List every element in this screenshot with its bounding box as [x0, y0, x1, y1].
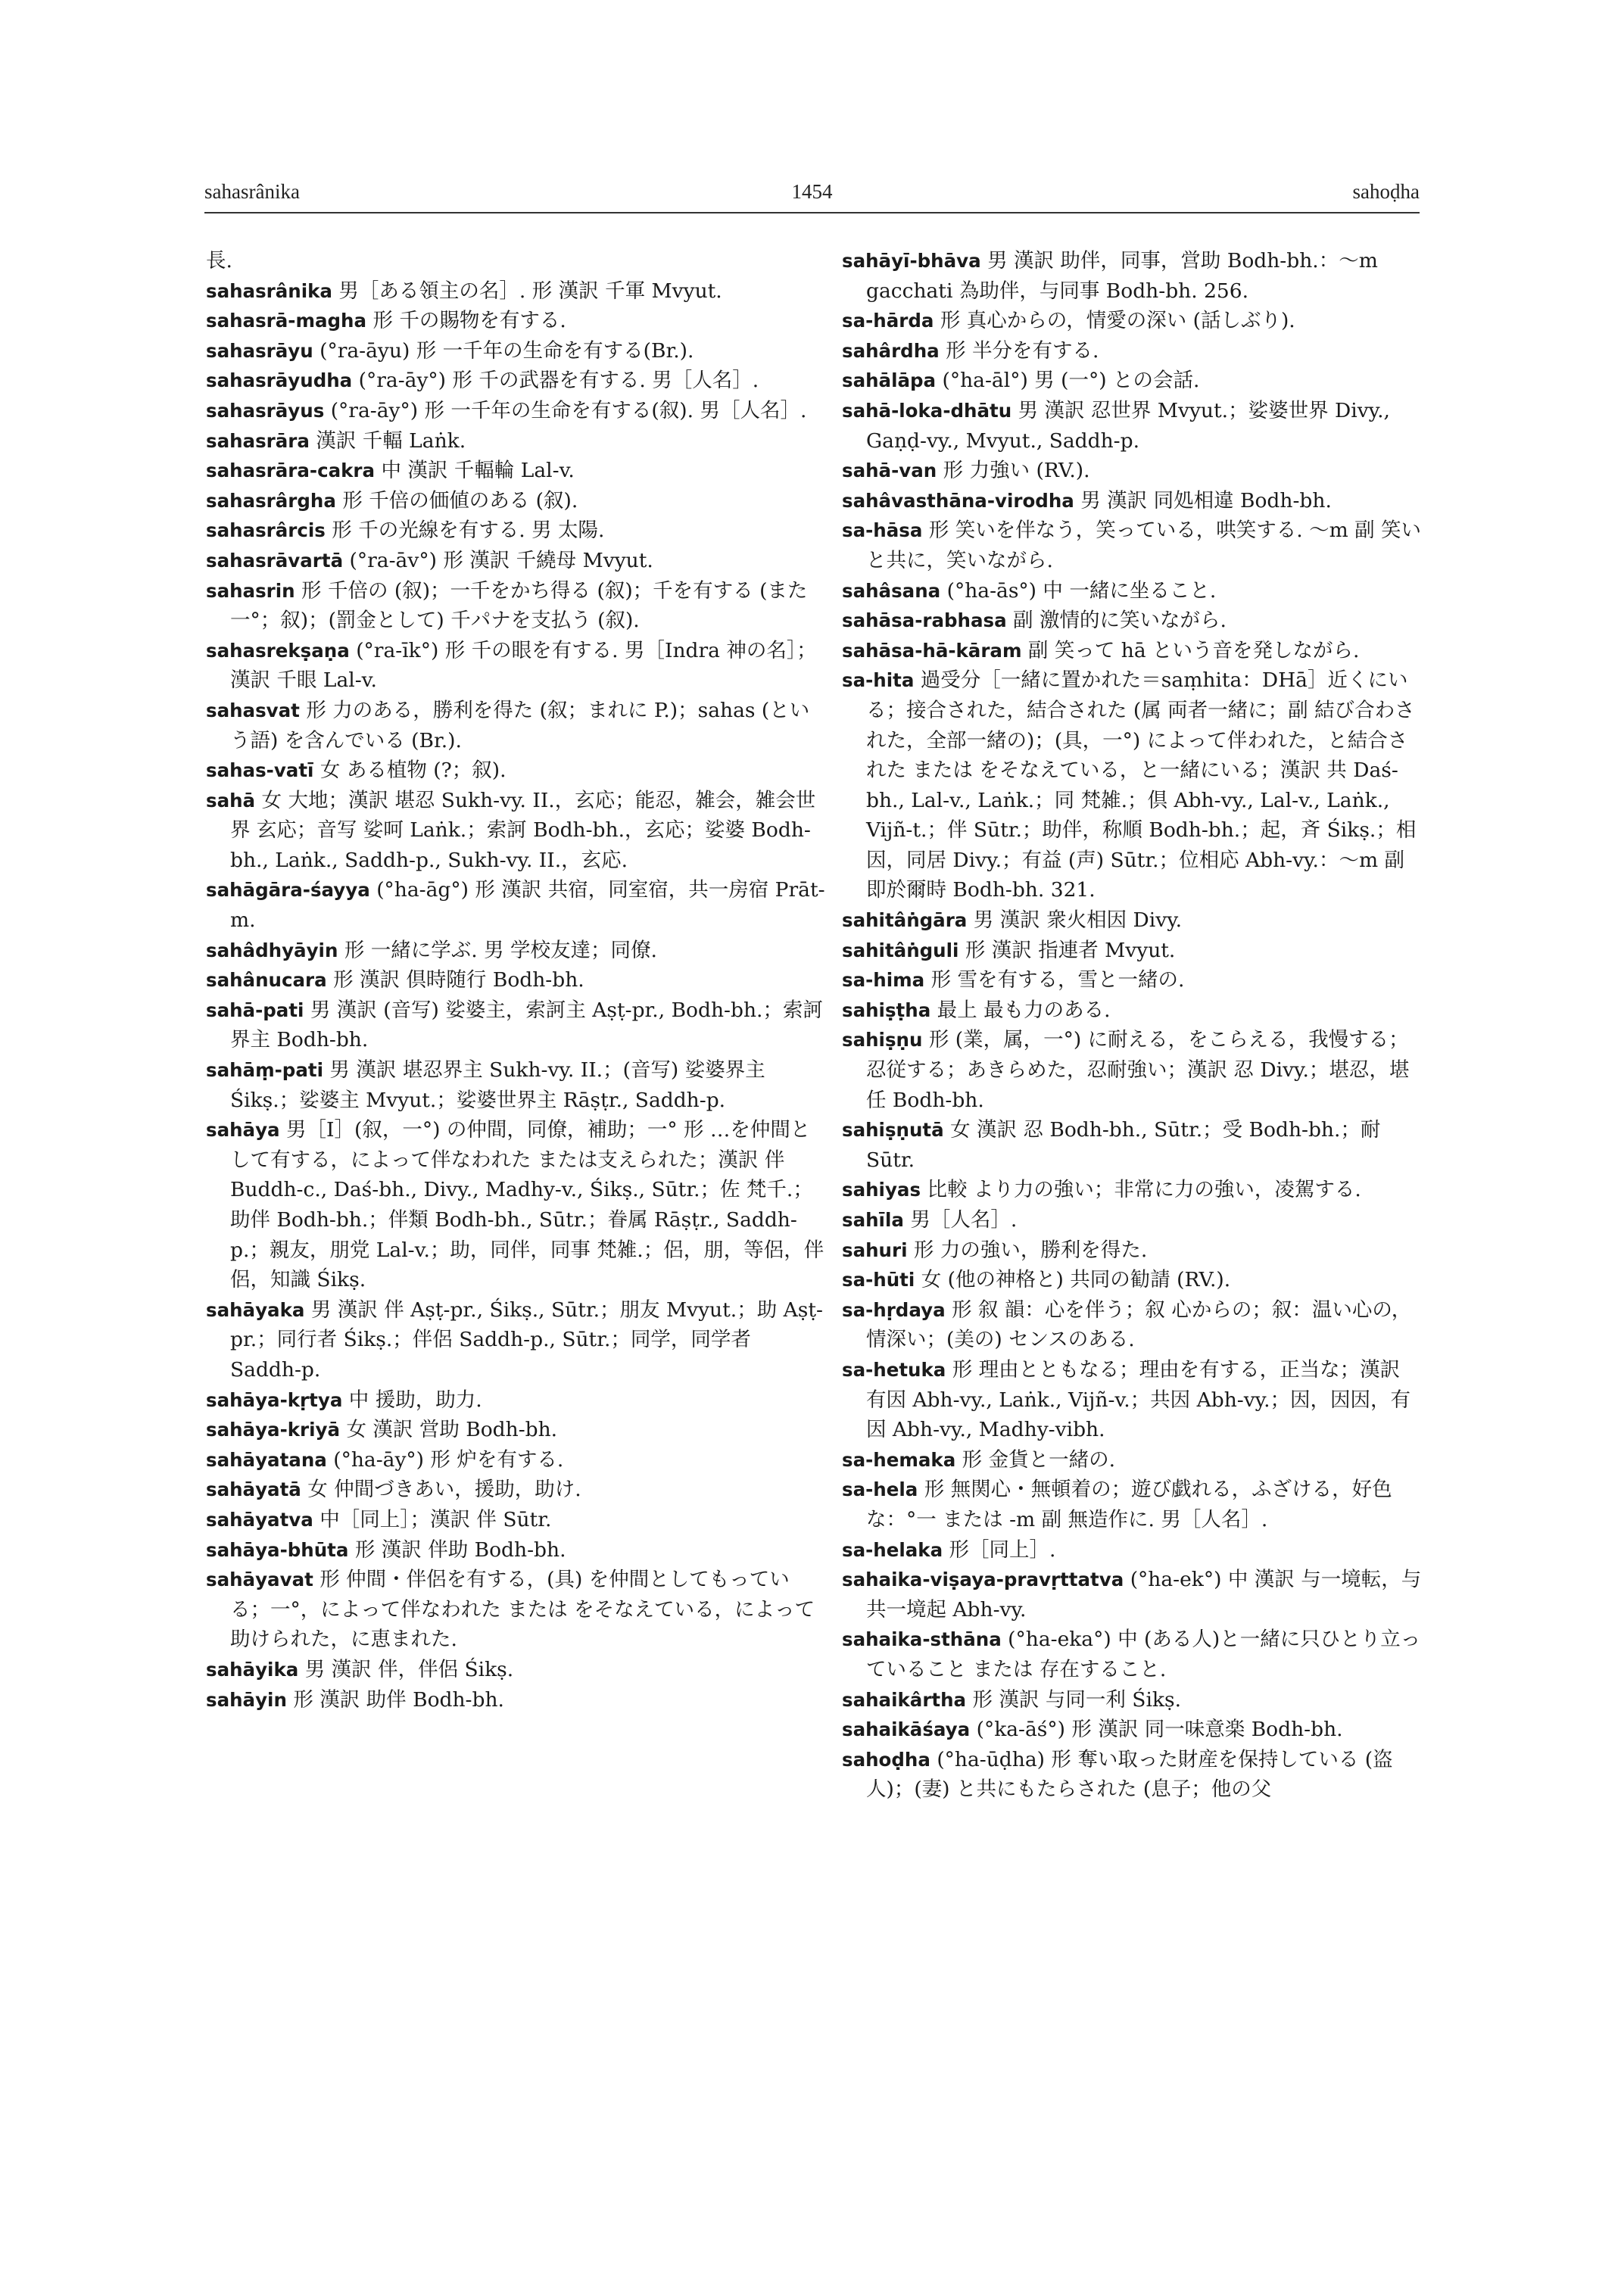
entry-headword: sa-hita [842, 669, 915, 692]
entry-definition: 形 漢訳 与同一利 Śikṣ. [966, 1687, 1181, 1712]
entry-definition: 形 仲間・伴侶を有する，(具) を仲間としてもっている；一°，によって伴なわれた または をそなえている，によって助けられた，に恵まれた. [230, 1568, 815, 1652]
dictionary-entry [206, 516, 827, 546]
dictionary-entry [206, 936, 827, 966]
header-last-headword: sahoḍha [1352, 180, 1420, 203]
entry-definition: 形 千の賜物を有する. [366, 309, 566, 333]
entry-definition: (°ha-āg°) 形 漢訳 共宿，同室宿，共一房宿 Prāt-m. [230, 878, 825, 933]
entry-definition: (°ra-āyu) 形 一千年の生命を有する(Br.). [313, 338, 694, 363]
dictionary-entry [206, 576, 827, 636]
entry-definition: (°ha-eka°) 中 (ある人)と一緒に只ひとり立っていること または 存在すること. [866, 1628, 1421, 1681]
entry-headword: sahaika-sthāna [842, 1628, 1002, 1651]
dictionary-entry [206, 1535, 827, 1566]
entry-headword: sahasrā-magha [206, 310, 367, 332]
entry-headword: sahāsa-hā-kāram [842, 639, 1022, 662]
entry-definition: 形 (業，属，一°) に耐える，をこらえる，我慢する；忍従する；あきらめた，忍耐強い；漢訳 忍 Divy.；堪忍，堪任 Bodh-bh. [866, 1028, 1410, 1112]
right-column [842, 246, 1425, 2184]
entry-headword: sahāyavat [206, 1569, 313, 1591]
entry-definition: (°ka-āś°) 形 漢訳 同一味意楽 Bodh-bh. [970, 1718, 1343, 1742]
dictionary-entry [842, 1685, 1425, 1715]
entry-definition: 形 力のある，勝利を得た (叙；まれに P.)；sahas (という語) を含んでいる (Br.). [230, 698, 810, 752]
dictionary-entry [842, 606, 1425, 636]
entry-headword: sahasrânika [206, 279, 332, 302]
dictionary-entry [206, 1445, 827, 1475]
entry-definition: 長. [206, 249, 232, 273]
entry-definition: 女 漢訳 営助 Bodh-bh. [340, 1418, 558, 1442]
entry-headword: sa-hārda [842, 310, 934, 332]
entry-definition: 副 激情的に笑いながら. [1006, 609, 1227, 633]
dictionary-entry [842, 1475, 1425, 1534]
page-number: 1454 [791, 180, 833, 203]
entry-headword: sa-hāsa [842, 519, 923, 542]
dictionary-entry [206, 306, 827, 336]
dictionary-entry [206, 1505, 827, 1535]
entry-definition: 形 漢訳 伴助 Bodh-bh. [348, 1537, 566, 1562]
entry-headword: sa-hemaka [842, 1448, 956, 1471]
entry-headword: sahā-van [842, 460, 937, 482]
entry-definition: 形［同上］. [943, 1537, 1056, 1562]
dictionary-entry [842, 306, 1425, 336]
entry-headword: sa-hetuka [842, 1358, 946, 1381]
entry-definition: 男 漢訳 同処相違 Bodh-bh. [1074, 488, 1332, 512]
dictionary-entry [842, 1625, 1425, 1684]
entry-definition: 男［ある領主の名］. 形 漢訳 千軍 Mvyut. [332, 279, 722, 303]
entry-headword: sahiṣṇutā [842, 1119, 944, 1142]
entry-headword: sahā-loka-dhātu [842, 399, 1012, 422]
dictionary-entry [842, 1715, 1425, 1745]
entry-definition: 形 千倍の (叙)；一千をかち得る (叙)；千を有する (また 一°；叙)；(罰金として) 千パナを支払う (叙). [230, 578, 808, 633]
entry-definition: 形 笑いを伴なう，笑っている，哄笑する. ～m 副 笑いと共に，笑いながら. [866, 519, 1422, 572]
entry-definition: 形 力強い (RV.). [937, 459, 1090, 483]
entry-definition: 形 雪を有する，雪と一緒の. [924, 968, 1185, 992]
entry-headword: sahasrârcis [206, 519, 326, 542]
entry-headword: sahā [206, 789, 256, 812]
entry-definition: 形 漢訳 倶時随行 Bodh-bh. [326, 968, 584, 992]
entry-definition: 中 援助，助力. [342, 1388, 482, 1412]
entry-definition: 男 漢訳 助伴，同事，営助 Bodh-bh.：～m gacchati 為助伴，与同事 Bodh-bh. 256. [866, 249, 1378, 303]
dictionary-entry [842, 1265, 1425, 1295]
dictionary-entry [206, 786, 827, 876]
left-column [206, 246, 827, 2184]
dictionary-entry [842, 995, 1425, 1026]
entry-headword: sahânucara [206, 969, 327, 992]
dictionary-entry [206, 1475, 827, 1505]
dictionary-entry [206, 1415, 827, 1445]
entry-definition: 形 半分を有する. [939, 338, 1099, 363]
dictionary-entry [206, 336, 827, 366]
entry-definition: 漢訳 千輻 Laṅk. [309, 428, 466, 453]
entry-definition: 形 千の光線を有する. 男 太陽. [325, 519, 605, 543]
entry-headword: sahiṣṇu [842, 1029, 923, 1051]
dictionary-entry [206, 965, 827, 995]
entry-definition: (°ra-īk°) 形 千の眼を有する. 男［Indra 神の名］；漢訳 千眼 Lal-v. [230, 638, 817, 693]
entry-headword: sahāgāra-śayya [206, 879, 370, 902]
entry-headword: sahasrāyu [206, 339, 313, 362]
entry-headword: sahasrârgha [206, 489, 336, 512]
entry-headword: sahitâṅguli [842, 939, 959, 961]
entry-headword: sahasrāra [206, 429, 310, 452]
entry-headword: sahāya-kṛtya [206, 1388, 343, 1411]
entry-definition: 男［人名］. [903, 1208, 1018, 1232]
dictionary-entry [206, 486, 827, 516]
entry-headword: sahaikāśaya [842, 1718, 971, 1741]
dictionary-entry [842, 516, 1425, 575]
entry-definition: 形 叙 韻：心を伴う；叙 心からの；叙：温い心の，情深い；(美の) センスのある. [866, 1298, 1412, 1352]
dictionary-entry [842, 396, 1425, 456]
dictionary-entry [206, 426, 827, 456]
dictionary-entry [842, 665, 1425, 905]
entry-definition: 比較 より力の強い；非常に力の強い，凌駕する. [921, 1178, 1361, 1202]
dictionary-entry [842, 965, 1425, 995]
entry-headword: sahoḍha [842, 1748, 930, 1771]
entry-headword: sahiṣṭha [842, 999, 931, 1021]
entry-definition: 形 漢訳 指連者 Mvyut. [959, 938, 1176, 962]
dictionary-entry [206, 456, 827, 486]
entry-headword: sahā-pati [206, 999, 304, 1021]
dictionary-entry [842, 486, 1425, 516]
entry-definition: 形 金貨と一緒の. [955, 1447, 1116, 1472]
dictionary-entry [842, 366, 1425, 396]
dictionary-entry [842, 636, 1425, 666]
running-header [204, 180, 1420, 213]
entry-headword: sahas-vatī [206, 759, 314, 782]
entry-definition: (°ha-ek°) 中 漢訳 与一境転，与共一境起 Abh-vy. [866, 1568, 1422, 1622]
entry-headword: sahāyatana [206, 1448, 327, 1471]
header-first-headword: sahasrânika [204, 180, 300, 203]
entry-headword: sahasrāvartā [206, 549, 344, 572]
entry-definition: 形 真心からの，情愛の深い (話しぶり). [934, 309, 1295, 333]
entry-headword: sahâdhyāyin [206, 939, 338, 961]
dictionary-entry [206, 366, 827, 396]
entry-definition: 男 漢訳 伴，伴侶 Śikṣ. [298, 1657, 514, 1681]
entry-definition: 中 漢訳 千輻輪 Lal-v. [375, 459, 575, 483]
dictionary-entry [842, 336, 1425, 366]
dictionary-entry [206, 546, 827, 576]
dictionary-entry [206, 995, 827, 1055]
dictionary-entry [206, 396, 827, 426]
entry-definition: 形 無関心・無頓着の；遊び戯れる，ふざける，好色な：°一 または -m 副 無造作に. 男［人名］. [866, 1478, 1392, 1531]
entry-headword: sahāyatā [206, 1478, 301, 1501]
entry-definition: 形 千倍の価値のある (叙). [335, 488, 578, 512]
entry-headword: sahiyas [842, 1179, 921, 1201]
entry-headword: sahârdha [842, 339, 940, 362]
dictionary-entry [206, 1565, 827, 1655]
entry-definition: 女 漢訳 忍 Bodh-bh., Sūtr.；受 Bodh-bh.；耐 Sūtr. [866, 1118, 1381, 1172]
dictionary-entry [842, 1205, 1425, 1235]
dictionary-entry [206, 246, 827, 276]
header-rule [204, 212, 1420, 213]
dictionary-entry [206, 1685, 827, 1715]
entry-headword: sa-hima [842, 969, 925, 992]
entry-definition: (°ha-ūḍha) 形 奪い取った財産を保持している (盗人)；(妻) と共にもたらされた (息子；他の父 [866, 1747, 1393, 1802]
entry-definition: 過受分［一緒に置かれた＝saṃhita：DHā］近くにいる；接合された，結合された (属 両者一緒に；副 結び合わされた，全部一緒の)；(具，一°) によって伴われた，と結合された または をそなえている，と一緒にいる；漢訳 共 Daś-bh., Lal-v., Laṅk.；同 梵雑.；倶 Abh-vy., Lal-v., Laṅk., Vijñ-t.；伴 Sūtr.；助伴，称順 Bodh-bh.；起，斉 Śikṣ.；相因，同居 Divy.；有益 (声) Sūtr.；位相応 Abh-vy.：～m 副 即於爾時 Bodh-bh. 321. [866, 668, 1417, 902]
entry-definition: 女 ある植物 (?；叙). [313, 759, 507, 783]
dictionary-entry [206, 1385, 827, 1416]
entry-headword: sahāya [206, 1119, 280, 1142]
entry-headword: sahālāpa [842, 369, 937, 392]
entry-headword: sahāyatva [206, 1508, 313, 1531]
entry-headword: sahāyin [206, 1688, 287, 1711]
dictionary-entry [842, 1745, 1425, 1805]
entry-headword: sahīla [842, 1209, 904, 1231]
entry-headword: sahāyī-bhāva [842, 250, 981, 272]
dictionary-entry [206, 636, 827, 696]
dictionary-entry [842, 1355, 1425, 1445]
dictionary-entry [206, 875, 827, 935]
dictionary-entry [842, 905, 1425, 936]
entry-definition: 男 漢訳 忍世界 Mvyut.；娑婆世界 Divy., Gaṇḍ-vy., Mvyut., Saddh-p. [866, 398, 1390, 453]
entry-headword: sahâvasthāna-virodha [842, 489, 1074, 512]
entry-headword: sahasrāyudha [206, 369, 353, 392]
entry-headword: sahāyaka [206, 1298, 305, 1321]
entry-definition: 女 仲間づきあい，援助，助け. [301, 1478, 581, 1502]
entry-headword: sa-hṛdaya [842, 1298, 946, 1321]
entry-headword: sahāya-kriyā [206, 1419, 341, 1441]
entry-definition: 最上 最も力のある. [930, 998, 1111, 1022]
entry-definition: 形 一緒に学ぶ. 男 学校友達；同僚. [338, 938, 657, 962]
entry-headword: sahaika-viṣaya-pravṛttatva [842, 1569, 1124, 1591]
entry-definition: (°ha-ās°) 中 一緒に坐ること. [940, 578, 1217, 603]
entry-headword: sahasrin [206, 579, 295, 602]
entry-headword: sahāyika [206, 1658, 299, 1681]
dictionary-entry [842, 1445, 1425, 1475]
dictionary-entry [842, 1535, 1425, 1566]
entry-definition: 形 理由とともなる；理由を有する，正当な；漢訳 有因 Abh-vy., Laṅk., Vijñ-v.；共因 Abh-vy.；因，因因，有因 Abh-vy., Madhy-vibh. [866, 1357, 1411, 1442]
entry-definition: 男 漢訳 堪忍界主 Sukh-vy. II.；(音写) 娑婆界主 Śikṣ.；娑婆主 Mvyut.；娑婆世界主 Rāṣṭr., Saddh-p. [230, 1058, 765, 1112]
dictionary-entry [206, 756, 827, 786]
dictionary-entry [206, 1115, 827, 1295]
entry-definition: 男 漢訳 伴 Aṣṭ-pr., Śikṣ., Sūtr.；朋友 Mvyut.；助 Aṣṭ-pr.；同行者 Śikṣ.；伴侶 Saddh-p., Sūtr.；同学，同学者 Saddh-p. [230, 1298, 823, 1382]
entry-headword: sahasrāyus [206, 399, 325, 422]
entry-headword: sa-hūti [842, 1269, 915, 1291]
entry-headword: sahāṃ-pati [206, 1059, 323, 1082]
dictionary-entry [206, 1655, 827, 1685]
dictionary-entry [842, 1295, 1425, 1355]
dictionary-entry [842, 246, 1425, 306]
entry-definition: 男 漢訳 衆火相因 Divy. [967, 908, 1183, 933]
dictionary-entry [206, 696, 827, 756]
entry-headword: sahasrekṣaṇa [206, 639, 350, 662]
entry-headword: sahāsa-rabhasa [842, 609, 1007, 632]
entry-definition: (°ha-āl°) 男 (一°) との会話. [936, 369, 1200, 393]
entry-headword: sahuri [842, 1238, 908, 1261]
dictionary-entry [206, 276, 827, 307]
entry-definition: (°ra-āy°) 形 千の武器を有する. 男［人名］. [352, 369, 759, 393]
entry-headword: sahitâṅgāra [842, 909, 968, 932]
entry-headword: sahasrāra-cakra [206, 460, 376, 482]
dictionary-entry [206, 1055, 827, 1115]
entry-headword: sa-helaka [842, 1538, 943, 1561]
dictionary-entry [842, 1565, 1425, 1625]
dictionary-entry [842, 936, 1425, 966]
entry-definition: 形 力の強い，勝利を得た. [907, 1238, 1148, 1262]
dictionary-entry [842, 456, 1425, 486]
entry-headword: sahasvat [206, 699, 300, 721]
entry-definition: (°ha-āy°) 形 炉を有する. [326, 1447, 564, 1472]
entry-definition: 女 大地；漢訳 堪忍 Sukh-vy. II.，玄応；能忍，雑会，雑会世界 玄応；音写 娑呵 Laṅk.；索訶 Bodh-bh.，玄応；娑婆 Bodh-bh., Laṅk., Saddh-p., Sukh-vy. II.，玄応. [230, 788, 816, 872]
entry-definition: 女 (他の神格と) 共同の勧請 (RV.). [915, 1268, 1231, 1292]
dictionary-entry [842, 1235, 1425, 1266]
entry-definition: 形 漢訳 助伴 Bodh-bh. [286, 1687, 504, 1712]
dictionary-entry [842, 576, 1425, 606]
entry-definition: 男［I］(叙，一°) の仲間，同僚，補助；一° 形 …を仲間として有する，によって伴なわれた または支えられた；漢訳 伴 Buddh-c., Daś-bh., Divy., Madhy-v., Śikṣ., Sūtr.；佐 梵千.；助伴 Bodh-bh.；伴類 Bodh-bh., Sūtr.；眷属 Rāṣṭr., Saddh-p.；親友，朋党 Lal-v.；助，同伴，同事 梵雑.；侶，朋，等侶，伴侶，知識 Śikṣ. [230, 1118, 824, 1292]
dictionary-entry [842, 1175, 1425, 1205]
entry-definition: 中［同上］；漢訳 伴 Sūtr. [313, 1507, 552, 1531]
entry-headword: sahaikârtha [842, 1688, 967, 1711]
entry-definition: (°ra-āv°) 形 漢訳 千繞母 Mvyut. [343, 548, 653, 572]
entry-definition: 副 笑って hā という音を発しながら. [1021, 638, 1360, 662]
entry-headword: sahâsana [842, 579, 941, 602]
dictionary-entry [206, 1295, 827, 1385]
dictionary-entry [842, 1115, 1425, 1175]
entry-headword: sa-hela [842, 1478, 918, 1501]
entry-definition: 男 漢訳 (音写) 娑婆主，索訶主 Aṣṭ-pr., Bodh-bh.；索訶界主 Bodh-bh. [230, 998, 823, 1052]
entry-definition: (°ra-āy°) 形 一千年の生命を有する(叙). 男［人名］. [324, 398, 807, 422]
entry-headword: sahāya-bhūta [206, 1538, 349, 1561]
dictionary-entry [842, 1025, 1425, 1115]
